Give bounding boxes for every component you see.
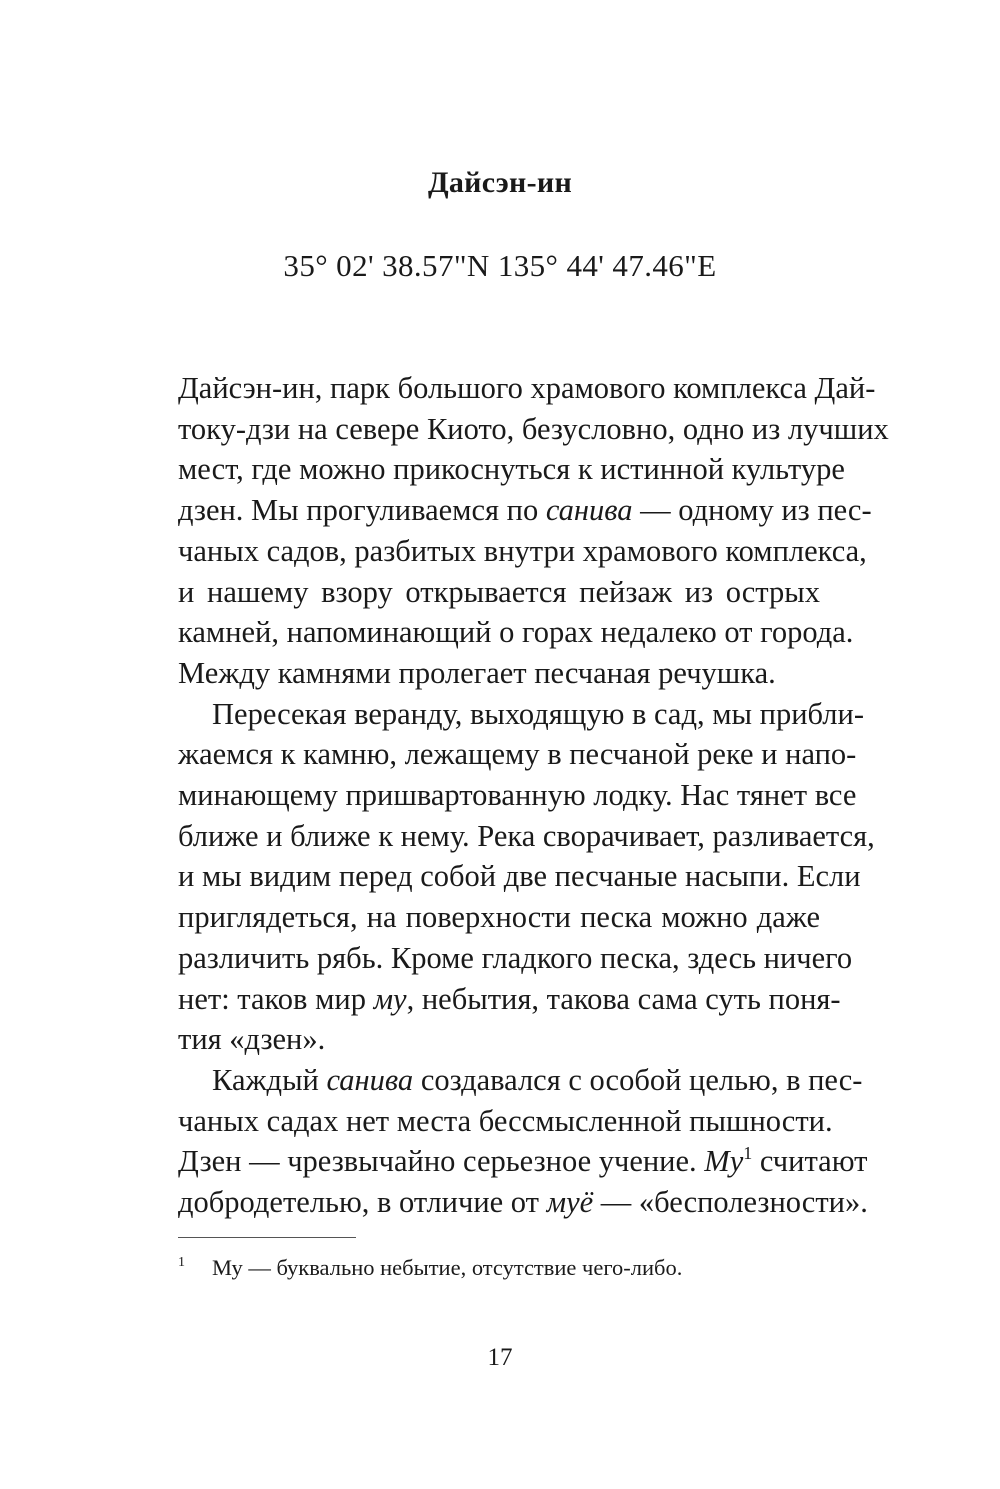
text-line: различить рябь. Кроме гладкого песка, здесь ничего — [178, 940, 853, 975]
text-line: минающему пришвартованную лодку. Нас тянет все — [178, 778, 857, 813]
italic-term: санива — [545, 493, 633, 528]
footnote: 1 Му — буквально небытие, отсутствие чего-либо. — [178, 1255, 683, 1280]
footnote-divider — [178, 1237, 356, 1238]
text-line: чаных садах нет места бессмысленной пышности. — [178, 1103, 833, 1138]
footnote-ref: 1 — [743, 1143, 753, 1164]
text-line: Каждый санива создавался с особой целью, в пес- — [212, 1062, 863, 1097]
page-number: 17 — [487, 1344, 513, 1371]
text-line: Между камнями пролегает песчаная речушка. — [178, 655, 776, 690]
text-line: приглядеться, на поверхности песка можно даже — [178, 900, 820, 935]
text-line: и нашему взору открывается пейзаж из острых — [178, 574, 820, 609]
text-line: камней, напоминающий о горах недалеко от города. — [178, 615, 854, 650]
text-line: току-дзи на севере Киото, безусловно, одно из лучших — [178, 411, 889, 446]
italic-term: му — [373, 981, 407, 1016]
coordinates-subtitle: 35° 02' 38.57"N 135° 44' 47.46"E — [283, 248, 717, 283]
text-line: чаных садов, разбитых внутри храмового комплекса, — [178, 533, 867, 568]
italic-term: Му — [704, 1144, 744, 1179]
text-line: и мы видим перед собой две песчаные насыпи. Если — [178, 859, 861, 894]
text-line: добродетелью, в отличие от муё — «бесполезности». — [178, 1185, 868, 1220]
text-line: нет: таков мир му, небытия, такова сама суть поня- — [178, 981, 841, 1016]
italic-term: санива — [326, 1062, 414, 1097]
italic-term: муё — [546, 1185, 594, 1220]
text-line: тия «дзен». — [178, 1022, 326, 1057]
body-text — [178, 368, 889, 1223]
text-line: Дзен — чрезвычайно серьезное учение. $Му^1$ считают — [178, 1143, 868, 1179]
text-line: жаемся к камню, лежащему в песчаной реке и напо- — [178, 737, 857, 772]
text-line: мест, где можно прикоснуться к истинной культуре — [178, 452, 845, 487]
text-line: Дайсэн-ин, парк большого храмового комплекса Дай- — [178, 371, 876, 405]
text-line: ближе и ближе к нему. Река сворачивает, разливается, — [178, 818, 875, 853]
page-title: Дайсэн-ин — [427, 166, 573, 199]
footnote-text: Му — буквально небытие, отсутствие чего-либо. — [212, 1255, 683, 1280]
text-line: Пересекая веранду, выходящую в сад, мы прибли- — [212, 696, 864, 731]
text-line: дзен. Мы прогуливаемся по санива — одному из пес- — [178, 493, 872, 528]
